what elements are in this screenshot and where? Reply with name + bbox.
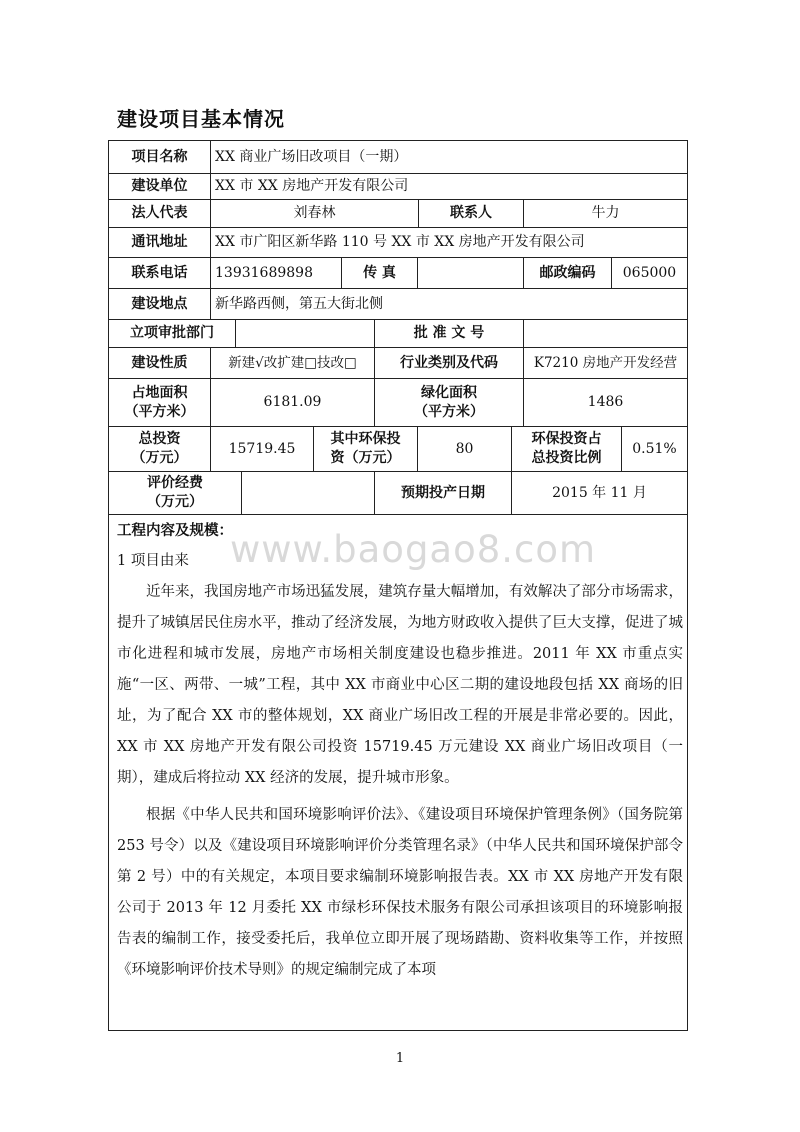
start-date-value: 2015 年 11 月	[552, 484, 647, 501]
env-invest-label	[314, 427, 417, 471]
project-description	[117, 515, 683, 986]
env-invest-value: 80	[455, 440, 474, 457]
industry-value: K7210 房地产开发经营	[533, 354, 678, 371]
eval-fee-value	[242, 472, 374, 514]
eval-fee-label	[109, 472, 241, 514]
eval-fee-unit: （万元）	[147, 494, 203, 510]
address-label: 通讯地址	[131, 234, 188, 250]
location-label: 建设地点	[131, 295, 188, 312]
contact-label: 联系人	[450, 205, 492, 221]
env-ratio-unit: 总投资比例	[531, 450, 602, 466]
paragraph-2: 根据《中华人民共和国环境影响评价法》、《建设项目环境保护管理条例》（国务院第 253 号令）以及《建设项目环境影响评价分类管理名录》（中华人民共和国环境保护部令第 2 号）中的有关规定，本项目要求编制环境影响报告表。XX 市 XX 房地产开发有限公司于 2013 年 12 月委托 XX 市绿杉环保技术服务有限公司承担该项目的环境影响报告表的编制工作，接受委托后，我单位立即开展了现场踏勘、资料收集等工作，并按照《环境影响评价技术导则》的规定编制完成了本项	[117, 807, 683, 978]
land-area-label-text: 占地面积	[131, 384, 188, 401]
approval-no-value	[524, 320, 687, 347]
approval-no-label: 批 准 文 号	[413, 325, 485, 341]
section-title: 建设项目基本情况	[117, 107, 285, 131]
total-invest-label	[109, 427, 210, 471]
env-ratio-label	[512, 427, 621, 471]
green-area-value: 1486	[587, 394, 624, 410]
env-invest-label-text: 其中环保投	[330, 431, 401, 447]
contact-value: 牛力	[591, 205, 620, 221]
land-area-unit: （平方米）	[124, 403, 195, 420]
location-value: 新华路西侧，第五大街北侧	[215, 295, 383, 312]
builder-label: 建设单位	[131, 178, 188, 194]
env-ratio-value: 0.51%	[632, 440, 677, 457]
approval-dept-label: 立项审批部门	[130, 325, 214, 341]
green-area-unit: （平方米）	[414, 403, 484, 420]
total-invest-label-text: 总投资	[138, 431, 181, 447]
builder-value: XX 市 XX 房地产开发有限公司	[215, 178, 409, 194]
postcode-label: 邮政编码	[539, 264, 596, 281]
phone-value: 13931689898	[215, 264, 313, 281]
industry-label: 行业类别及代码	[400, 354, 498, 371]
postcode-value: 065000	[622, 264, 677, 281]
legal-rep-value: 刘春林	[293, 205, 336, 221]
legal-rep-label: 法人代表	[131, 205, 188, 221]
env-invest-unit: 资（万元）	[330, 450, 401, 466]
project-name-value: XX 商业广场旧改项目（一期）	[215, 148, 408, 165]
content-heading: 工程内容及规模：	[117, 522, 233, 539]
section-subheading: 1 项目由来	[117, 553, 189, 569]
paragraph-1: 近年来，我国房地产市场迅猛发展，建筑存量大幅增加，有效解决了部分市场需求，提升了城镇居民住房水平，推动了经济发展，为地方财政收入提供了巨大支撑，促进了城市化进程和城市发展，房地产市场相关制度建设也稳步推进。2011 年 XX 市重点实施“一区、两带、一城”工程，其中 XX 市商业中心区二期的建设地段包括 XX 商场的旧址，为了配合 XX 市的整体规划，XX 商业广场旧改工程的开展是非常必要的。因此，XX 市 XX 房地产开发有限公司投资 15719.45 万元建设 XX 商业广场旧改项目（一期），建成后将拉动 XX 经济的发展，提升城市形象。	[117, 584, 683, 786]
fax-label: 传 真	[363, 264, 396, 281]
watermark: www.baogao8.com	[230, 528, 597, 571]
phone-label: 联系电话	[131, 264, 188, 281]
land-area-label	[109, 379, 210, 426]
address-value: XX 市广阳区新华路 110 号 XX 市 XX 房地产开发有限公司	[215, 234, 585, 250]
env-ratio-label-text: 环保投资占	[531, 431, 602, 447]
nature-label: 建设性质	[131, 354, 188, 371]
green-area-label-text: 绿化面积	[421, 384, 477, 401]
fax-value	[418, 258, 523, 288]
land-area-value: 6181.09	[263, 394, 322, 410]
green-area-label	[375, 379, 523, 426]
eval-fee-label-text: 评价经费	[147, 475, 203, 491]
project-name-label: 项目名称	[131, 148, 188, 165]
page-number: 1	[395, 1051, 405, 1066]
nature-value: 新建√改扩建□技改□	[228, 354, 357, 371]
start-date-label: 预期投产日期	[401, 484, 485, 501]
total-invest-unit: （万元）	[131, 450, 188, 466]
approval-dept-value	[236, 320, 374, 347]
total-invest-value: 15719.45	[228, 440, 296, 457]
